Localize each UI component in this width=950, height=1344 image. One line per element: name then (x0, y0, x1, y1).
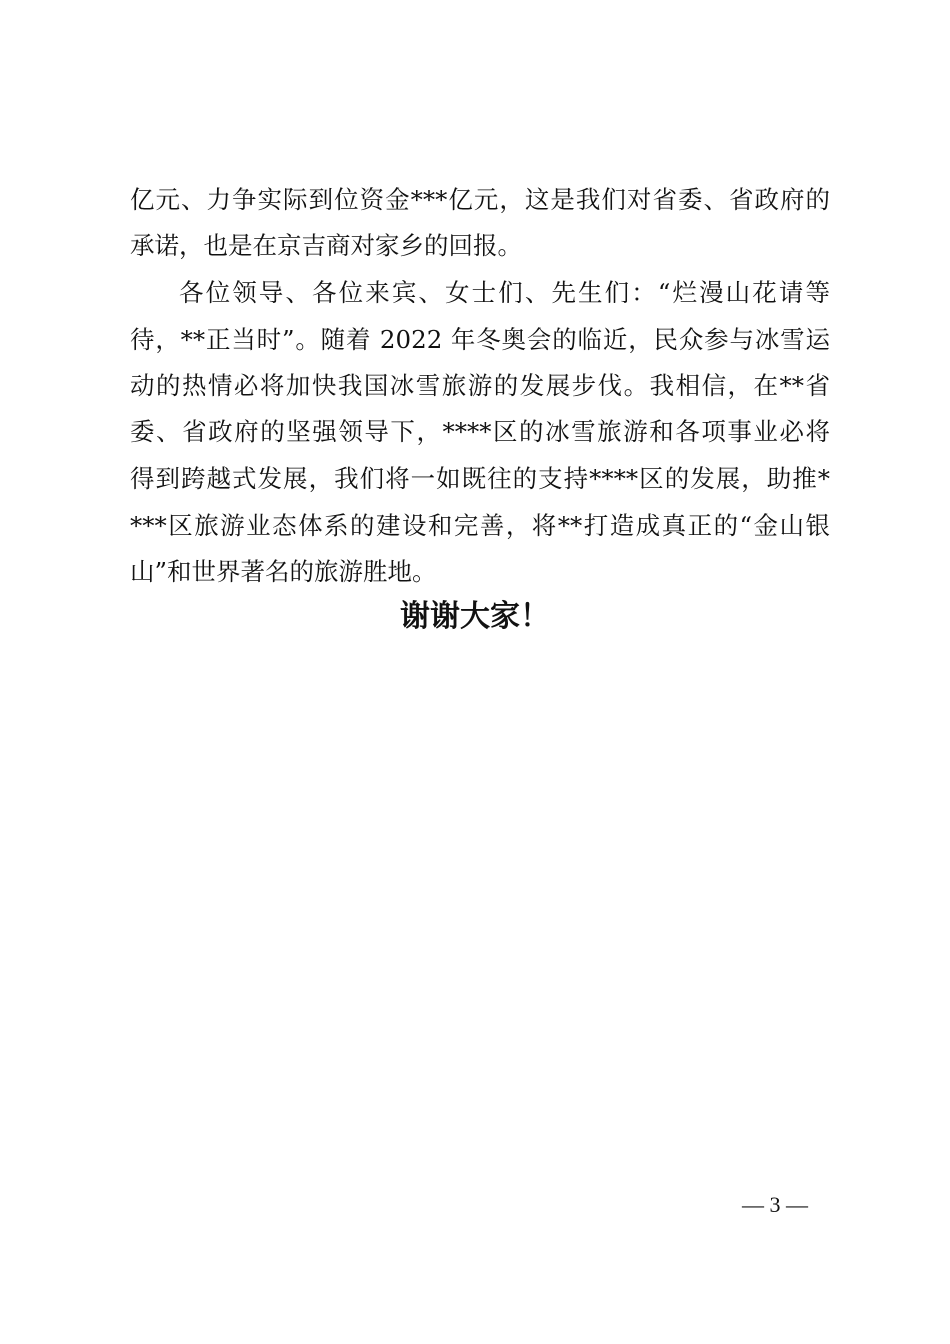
paragraph-line: 山”和世界著名的旅游胜地。 (130, 557, 437, 586)
closing-thanks: 谢谢大家！ (400, 599, 550, 634)
paragraph-line: 动的热情必将加快我国冰雪旅游的发展步伐。我相信，在**省 (130, 371, 830, 400)
paragraph-line: ***区旅游业态体系的建设和完善，将**打造成真正的“金山银 (130, 511, 830, 540)
paragraph-line: 承诺，也是在京吉商对家乡的回报。 (130, 231, 522, 260)
paragraph-line: 待，**正当时”。随着 2022 年冬奥会的临近，民众参与冰雪运 (130, 325, 830, 354)
paragraph-line: 亿元、力争实际到位资金***亿元，这是我们对省委、省政府的 (130, 185, 830, 214)
paragraph-line: 得到跨越式发展，我们将一如既往的支持****区的发展，助推* (130, 464, 830, 493)
page-number: — 3 — (742, 1192, 808, 1217)
paragraph-line: 各位领导、各位来宾、女士们、先生们：“烂漫山花请等 (179, 278, 830, 307)
paragraph-line: 委、省政府的坚强领导下，****区的冰雪旅游和各项事业必将 (130, 417, 830, 446)
